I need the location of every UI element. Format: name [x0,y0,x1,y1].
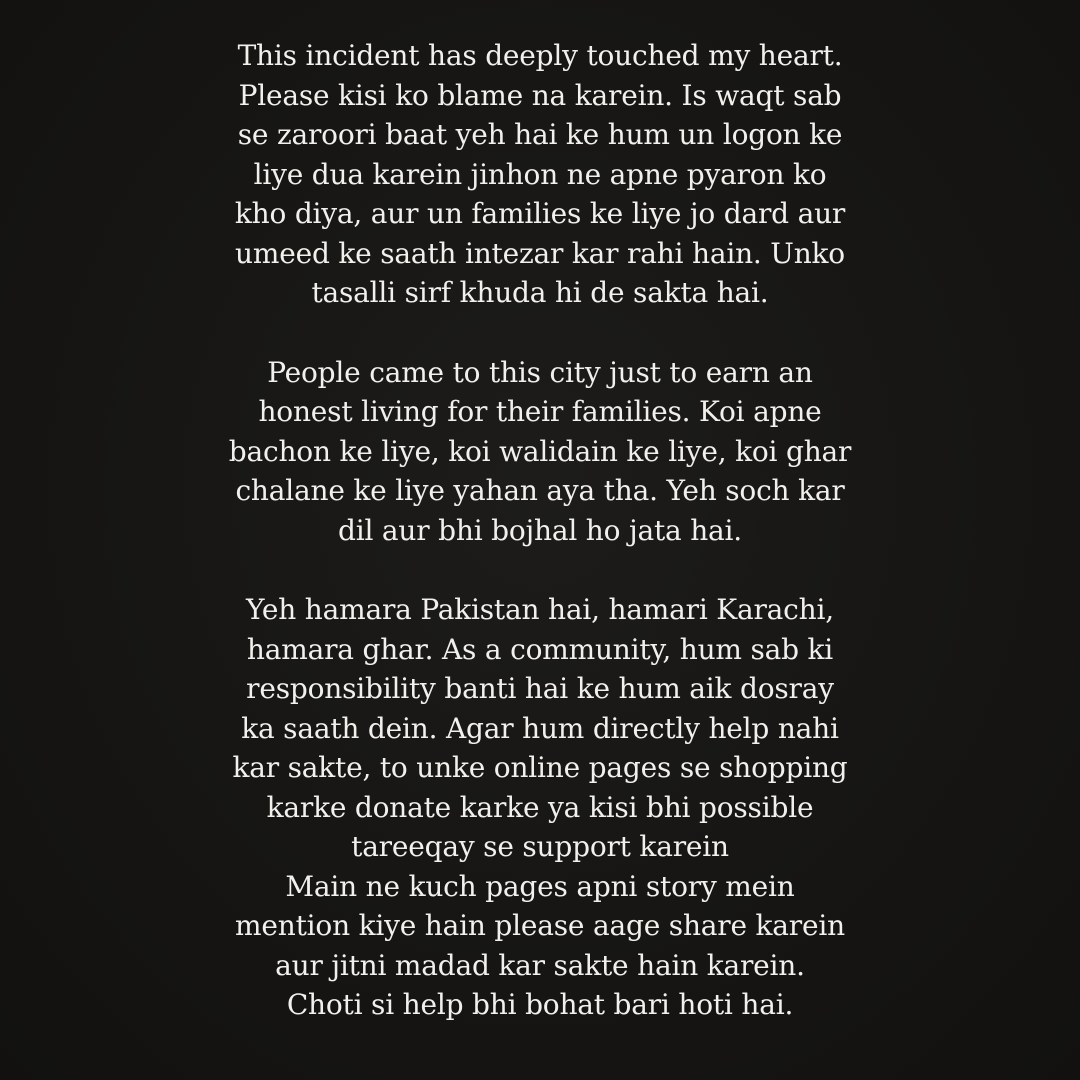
text-line: kar sakte, to unke online pages se shopping [232,751,848,784]
text-line: kho diya, aur un families ke liye jo dard aur [234,197,846,230]
text-line: liye dua karein jinhon ne apne pyaron ko [253,157,827,191]
text-line: chalane ke liye yahan aya tha. Yeh soch kar [235,474,845,507]
paragraph-2 [0,353,1080,551]
paragraph-1 [0,36,1080,313]
text-line: Please kisi ko blame na karein. Is waqt sab [238,78,842,112]
text-line: Yeh hamara Pakistan hai, hamari Karachi, [246,593,834,626]
text-line: People came to this city just to earn an [267,355,813,389]
text-line: aur jitni madad kar sakte hain karein. [275,948,805,982]
text-line: umeed ke saath intezar kar rahi hain. Unko [235,236,845,270]
text-line: ka saath dein. Agar hum directly help nahi [241,711,839,745]
text-line: responsibility banti hai ke hum aik dosray [246,672,834,705]
text-line: tareeqay se support karein [351,830,729,863]
text-line: se zaroori baat yeh hai ke hum un logon ke [237,118,843,151]
text-line: tasalli sirf khuda hi de sakta hai. [311,276,769,309]
text-line: honest living for their families. Koi apne [258,395,822,428]
text-line: dil aur bhi bojhal ho jata hai. [338,513,742,547]
text-line: mention kiye hain please aage share karein [235,909,845,942]
text-line: hamara ghar. As a community, hum sab ki [246,632,834,666]
paragraph-3 [0,590,1080,1025]
text-line: Main ne kuch pages apni story mein [285,869,795,903]
text-line: Choti si help bhi bohat bari hoti hai. [286,988,794,1021]
text-line: karke donate karke ya kisi bhi possible [266,790,814,824]
text-line: This incident has deeply touched my heart. [237,39,843,72]
text-line: bachon ke liye, koi walidain ke liye, koi ghar [228,434,852,468]
